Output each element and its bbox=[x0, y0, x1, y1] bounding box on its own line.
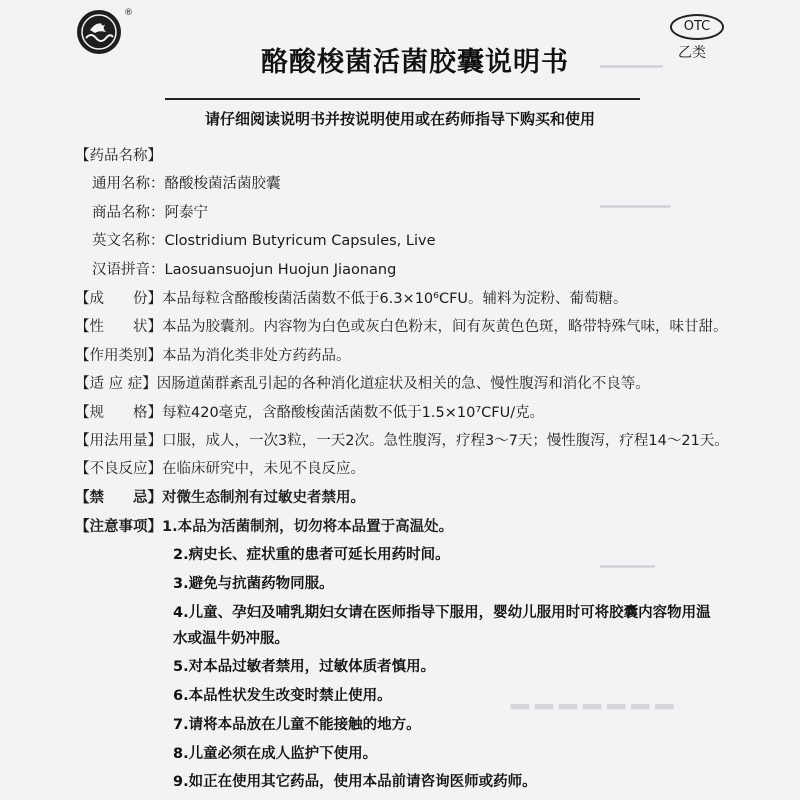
section-label: 【禁 忌】 bbox=[75, 490, 162, 506]
section-text: 口服，成人，一次3粒，一天2次。急性腹泻，疗程3～7天；慢性腹泻，疗程14～21天。 bbox=[162, 433, 729, 449]
pinyin-value: Laosuansuojun Huojun Jiaonang bbox=[164, 262, 397, 278]
trade-name-row bbox=[92, 201, 208, 222]
bleed-through-text: ━━━━━━━ bbox=[600, 560, 655, 575]
registered-mark: ® bbox=[124, 8, 133, 18]
section-label: 【性 状】 bbox=[75, 319, 162, 335]
pinyin-label: 汉语拼音： bbox=[92, 262, 165, 278]
drug-name-heading: 【药品名称】 bbox=[75, 148, 162, 164]
generic-name-row bbox=[92, 172, 281, 193]
section-contraindications bbox=[75, 486, 365, 507]
english-name-row bbox=[92, 229, 436, 250]
document-title: 酪酸梭菌活菌胶囊说明书 bbox=[261, 47, 569, 78]
section-label: 【适 应 症】 bbox=[75, 376, 157, 392]
section-label: 【成 份】 bbox=[75, 291, 162, 307]
section-precautions bbox=[75, 515, 453, 536]
section-category bbox=[75, 344, 351, 365]
trade-name-value: 阿泰宁 bbox=[164, 205, 208, 221]
precaution-item: 6.本品性状发生改变时禁止使用。 bbox=[173, 688, 392, 704]
section-label: 【作用类别】 bbox=[75, 348, 162, 364]
otc-class-label: 乙类 bbox=[678, 45, 706, 61]
bleed-through-text: ━━━━━━━━ bbox=[600, 60, 663, 75]
english-name-value: Clostridium Butyricum Capsules, Live bbox=[164, 233, 436, 249]
section-text: 在临床研究中，未见不良反应。 bbox=[162, 461, 365, 477]
precaution-item: 5.对本品过敏者禁用，过敏体质者慎用。 bbox=[173, 659, 436, 675]
section-text: 本品为消化类非处方药药品。 bbox=[162, 348, 351, 364]
section-dosage bbox=[75, 429, 729, 450]
section-label: 【注意事项】 bbox=[75, 519, 162, 535]
section-label: 【规 格】 bbox=[75, 405, 162, 421]
usage-notice: 请仔细阅读说明书并按说明使用或在药师指导下购买和使用 bbox=[204, 110, 595, 128]
pinyin-name-row bbox=[92, 258, 396, 279]
otc-badge: OTC bbox=[670, 14, 724, 40]
section-adverse-reactions bbox=[75, 457, 365, 478]
bleed-through-text: ━━━━━━━━━ bbox=[600, 200, 671, 215]
section-appearance bbox=[75, 315, 728, 336]
precaution-item: 9.如正在使用其它药品，使用本品前请咨询医师或药师。 bbox=[173, 774, 537, 790]
title-divider bbox=[165, 98, 640, 100]
english-name-label: 英文名称： bbox=[92, 233, 165, 249]
generic-name-label: 通用名称： bbox=[92, 176, 165, 192]
precaution-item: 水或温牛奶冲服。 bbox=[173, 631, 289, 647]
precaution-item: 4.儿童、孕妇及哺乳期妇女请在医师指导下服用，婴幼儿服用时可将胶囊内容物用温 bbox=[173, 605, 711, 621]
section-label: 【用法用量】 bbox=[75, 433, 162, 449]
section-text: 本品每粒含酪酸梭菌活菌数不低于6.3×10⁶CFU。辅料为淀粉、葡萄糖。 bbox=[162, 291, 628, 307]
generic-name-value: 酪酸梭菌活菌胶囊 bbox=[164, 176, 281, 192]
section-indications bbox=[75, 372, 650, 393]
precaution-item: 2.病史长、症状重的患者可延长用药时间。 bbox=[173, 547, 450, 563]
section-text: 对微生态制剂有过敏史者禁用。 bbox=[162, 490, 365, 506]
section-text: 每粒420毫克，含酪酸梭菌活菌数不低于1.5×10⁷CFU/克。 bbox=[162, 405, 545, 421]
bleed-through-heading: ━━━━━━━ bbox=[505, 690, 674, 725]
trade-name-label: 商品名称： bbox=[92, 205, 165, 221]
section-ingredients bbox=[75, 287, 628, 308]
section-label: 【不良反应】 bbox=[75, 461, 162, 477]
precaution-item: 8.儿童必须在成人监护下使用。 bbox=[173, 746, 378, 762]
section-text: 因肠道菌群紊乱引起的各种消化道症状及相关的急、慢性腹泻和消化不良等。 bbox=[156, 376, 650, 392]
section-text: 本品为胶囊剂。内容物为白色或灰白色粉末，间有灰黄色色斑，略带特殊气味，味甘甜。 bbox=[162, 319, 728, 335]
precaution-item: 3.避免与抗菌药物同服。 bbox=[173, 576, 334, 592]
precaution-item: 7.请将本品放在儿童不能接触的地方。 bbox=[173, 717, 421, 733]
precaution-item: 1.本品为活菌制剂，切勿将本品置于高温处。 bbox=[162, 519, 454, 535]
section-specification bbox=[75, 401, 544, 422]
